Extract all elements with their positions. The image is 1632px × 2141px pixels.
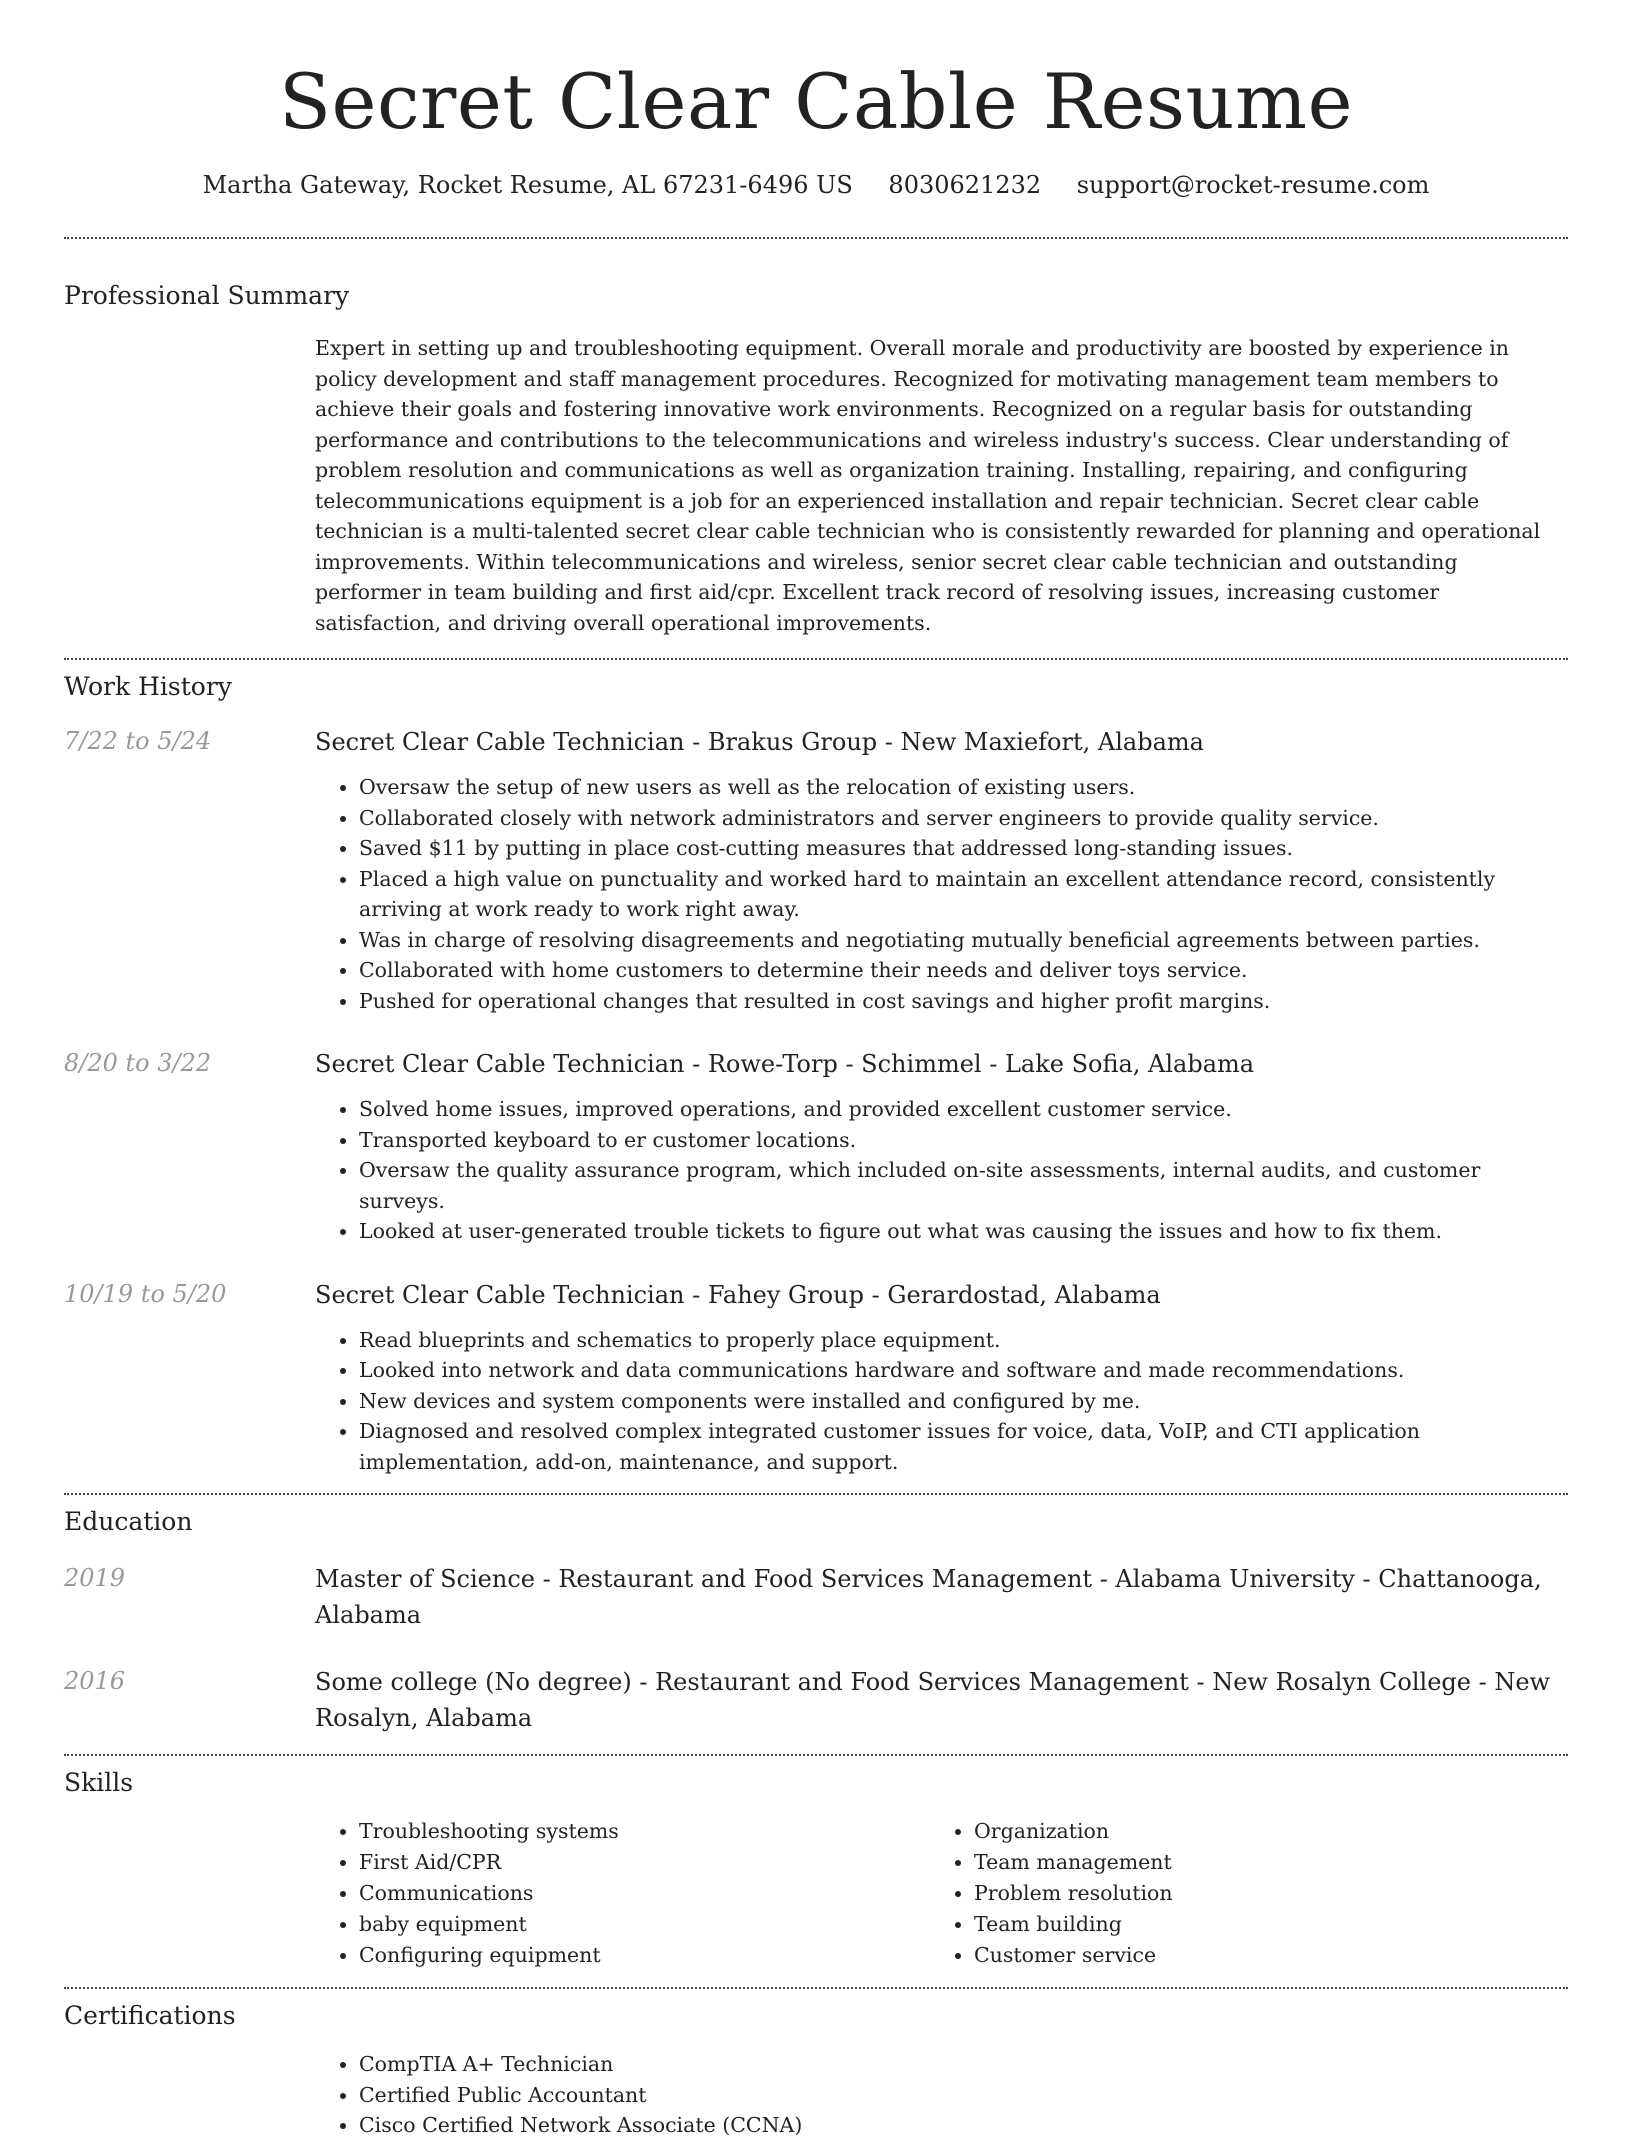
skill-item: • Team building <box>974 1909 1545 1940</box>
list-item: • Pushed for operational changes that resulted in cost savings and higher profit margins. <box>359 986 1568 1017</box>
contact-line <box>64 170 1568 201</box>
work-section-title: Work History <box>64 672 232 702</box>
list-item: • Oversaw the setup of new users as well as the relocation of existing users. <box>359 772 1568 803</box>
skill-item: • Organization <box>974 1816 1545 1847</box>
job-bullets <box>315 1094 1568 1247</box>
job-heading: Secret Clear Cable Technician - Brakus Group - New Maxiefort, Alabama <box>315 728 1204 757</box>
job-bullets <box>315 1325 1568 1478</box>
contact-phone: 8030621232 <box>888 171 1042 199</box>
skills-column-left <box>315 1816 930 1971</box>
certification-item: • CompTIA A+ Technician <box>359 2049 1568 2080</box>
job-heading: Secret Clear Cable Technician - Fahey Group - Gerardostad, Alabama <box>315 1280 1161 1309</box>
header-divider <box>64 237 1568 239</box>
summary-divider <box>64 658 1568 660</box>
list-item: • Was in charge of resolving disagreements and negotiating mutually beneficial agreements between parties. <box>359 925 1568 956</box>
skill-item: • Customer service <box>974 1940 1545 1971</box>
school-info: - Alabama University - Chattanooga, Alabama <box>315 1565 1542 1630</box>
skill-item: • Configuring equipment <box>359 1940 930 1971</box>
job-dates: 7/22 to 5/24 <box>64 727 212 756</box>
certification-item: • Certified Public Accountant <box>359 2080 1568 2111</box>
job-entry <box>64 1046 1568 1247</box>
skill-item: • Problem resolution <box>974 1878 1545 1909</box>
list-item: • Placed a high value on punctuality and worked hard to maintain an excellent attendance record, consistently arriving at work ready to work right away. <box>359 864 1568 925</box>
education-section-title: Education <box>64 1507 193 1537</box>
job-dates: 10/19 to 5/20 <box>64 1279 227 1308</box>
education-entry <box>64 1561 1568 1633</box>
skill-item: • Troubleshooting systems <box>359 1816 930 1847</box>
skills-divider <box>64 1987 1568 1989</box>
skill-item: • First Aid/CPR <box>359 1847 930 1878</box>
skills-column-right <box>930 1816 1545 1971</box>
education-entry <box>64 1664 1568 1736</box>
list-item: • Collaborated closely with network administrators and server engineers to provide quality service. <box>359 803 1568 834</box>
skill-item: • Communications <box>359 1878 930 1909</box>
list-item: • Diagnosed and resolved complex integrated customer issues for voice, data, VoIP, and CTI application implementation, add-on, maintenance, and support. <box>359 1416 1568 1477</box>
job-dates: 8/20 to 3/22 <box>64 1049 212 1078</box>
list-item: • Saved $11 by putting in place cost-cutting measures that addressed long-standing issues. <box>359 833 1568 864</box>
contact-address: Martha Gateway, Rocket Resume, AL 67231-6496 US <box>202 171 853 199</box>
list-item: • Transported keyboard to er customer locations. <box>359 1125 1568 1156</box>
list-item: • Looked into network and data communications hardware and software and made recommendations. <box>359 1355 1568 1386</box>
job-heading: Secret Clear Cable Technician - Rowe-Torp - Schimmel - Lake Sofia, Alabama <box>315 1050 1255 1079</box>
list-item: • Solved home issues, improved operations, and provided excellent customer service. <box>359 1094 1568 1125</box>
list-item: • Oversaw the quality assurance program, which included on-site assessments, internal audits, and customer surveys. <box>359 1155 1568 1216</box>
education-year: 2016 <box>64 1667 126 1696</box>
degree-name: Some college (No degree) - Restaurant and Food Services Management <box>315 1668 1189 1697</box>
resume-title: Secret Clear Cable Resume <box>278 57 1354 146</box>
skills-list <box>315 1816 1568 1971</box>
education-heading <box>315 1561 1568 1633</box>
school-info: - New Rosalyn College - New Rosalyn, Alabama <box>315 1668 1551 1733</box>
work-divider <box>64 1493 1568 1495</box>
list-item: • Read blueprints and schematics to properly place equipment. <box>359 1325 1568 1356</box>
education-divider <box>64 1754 1568 1756</box>
job-entry <box>64 1277 1568 1478</box>
contact-email: support@rocket-resume.com <box>1076 171 1430 199</box>
list-item: • New devices and system components were installed and configured by me. <box>359 1386 1568 1417</box>
resume-page <box>64 0 1568 2141</box>
summary-text: Expert in setting up and troubleshooting equipment. Overall morale and productivity are boosted by experience in policy development and staff management procedures. Recognized for motivating management team members to achieve their goals and fostering innovative work environments. Recognized on a regular basis for outstanding performance and contributions to the telecommunications and wireless industry's success. Clear understanding of problem resolution and communications as well as organization training. Installing, repairing, and configuring telecommunications equipment is a job for an experienced installation and repair technician. Secret clear cable technician is a multi-talented secret clear cable technician who is consistently rewarded for planning and operational improvements. Within telecommunications and wireless, senior secret clear cable technician and outstanding performer in team building and first aid/cpr. Excellent track record of resolving issues, increasing customer satisfaction, and driving overall operational improvements. <box>315 336 1541 635</box>
education-heading <box>315 1664 1568 1736</box>
list-item: • Looked at user-generated trouble tickets to figure out what was causing the issues and how to fix them. <box>359 1216 1568 1247</box>
skill-item: • Team management <box>974 1847 1545 1878</box>
job-entry <box>64 724 1568 1016</box>
education-year: 2019 <box>64 1564 126 1593</box>
summary-section-title: Professional Summary <box>64 281 350 311</box>
skill-item: • baby equipment <box>359 1909 930 1940</box>
certification-item: • Cisco Certified Network Associate (CCNA) <box>359 2110 1568 2141</box>
certifications-section-title: Certifications <box>64 2001 236 2031</box>
certifications-list <box>315 2049 1568 2141</box>
job-bullets <box>315 772 1568 1016</box>
skills-section-title: Skills <box>64 1768 134 1798</box>
list-item: • Collaborated with home customers to determine their needs and deliver toys service. <box>359 955 1568 986</box>
degree-name: Master of Science - Restaurant and Food Services Management <box>315 1565 1093 1594</box>
